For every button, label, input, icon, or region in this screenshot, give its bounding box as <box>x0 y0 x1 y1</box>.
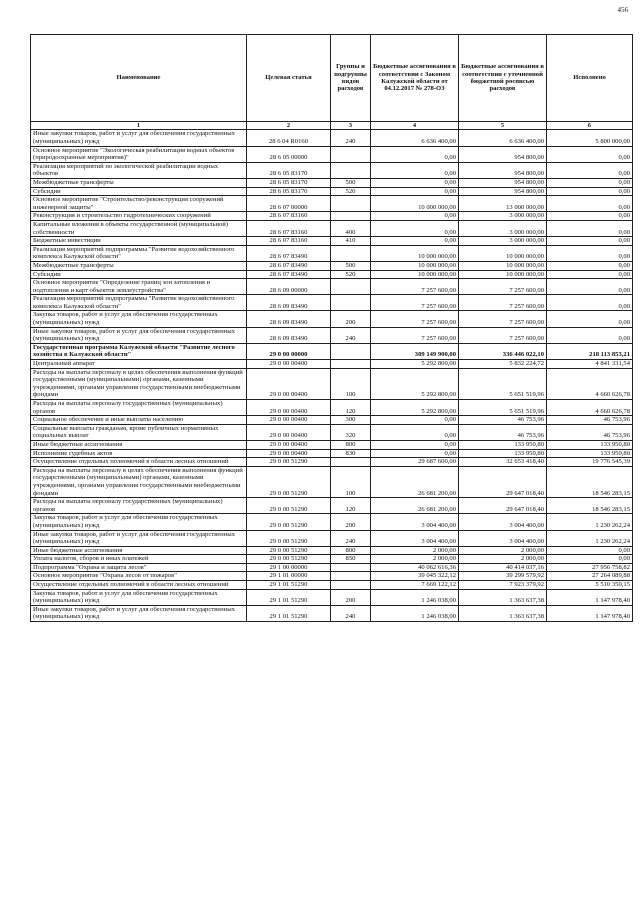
cell-refined: 3 000 000,00 <box>459 220 547 236</box>
cell-group <box>331 245 371 261</box>
cell-law: 10 000 000,00 <box>371 245 459 261</box>
cell-law: 7 257 600,00 <box>371 279 459 295</box>
cell-target: 28 6 05 83170 <box>247 178 331 187</box>
cell-law: 7 257 600,00 <box>371 327 459 343</box>
cell-name: Иные закупки товаров, работ и услуг для обеспечения государственных (муниципальных) нужд <box>31 130 247 146</box>
table-row <box>31 130 633 146</box>
cell-executed: 0,00 <box>547 555 633 564</box>
table-row <box>31 196 633 212</box>
cell-executed: 0,00 <box>547 279 633 295</box>
cell-group: 240 <box>331 130 371 146</box>
table-row <box>31 162 633 178</box>
cell-group: 100 <box>331 466 371 497</box>
cell-target: 29 0 00 00000 <box>247 343 331 359</box>
table-row <box>31 572 633 581</box>
cell-refined: 954 800,00 <box>459 178 547 187</box>
cell-name: Осуществление отдельных полномочий в области лесных отношений <box>31 581 247 590</box>
cell-law: 10 000 000,00 <box>371 196 459 212</box>
cell-name: Иные закупки товаров, работ и услуг для обеспечения государственных (муниципальных) нужд <box>31 327 247 343</box>
cell-group: 120 <box>331 498 371 514</box>
cell-name: Основное мероприятие "Определение границ зон затопления и подтопления и карт объектов землеустройства" <box>31 279 247 295</box>
cell-refined: 7 923 379,92 <box>459 581 547 590</box>
cell-law: 1 246 038,00 <box>371 605 459 621</box>
column-number: 3 <box>331 122 371 130</box>
cell-executed: 4 841 331,54 <box>547 360 633 369</box>
cell-executed: 0,00 <box>547 187 633 196</box>
cell-refined: 7 257 600,00 <box>459 279 547 295</box>
cell-target: 28 6 09 83490 <box>247 327 331 343</box>
cell-law: 2 000,00 <box>371 555 459 564</box>
column-number-row <box>31 122 633 130</box>
cell-law: 10 000 000,00 <box>371 270 459 279</box>
cell-group: 410 <box>331 237 371 246</box>
cell-law: 0,00 <box>371 212 459 221</box>
table-row <box>31 343 633 359</box>
cell-name: Социальные выплаты гражданам, кроме публичных нормативных социальных выплат <box>31 424 247 440</box>
cell-law: 0,00 <box>371 237 459 246</box>
table-row <box>31 360 633 369</box>
cell-refined: 7 257 600,00 <box>459 295 547 311</box>
cell-name: Основное мероприятие "Строительство/реконструкция сооружений инженерной защиты" <box>31 196 247 212</box>
cell-refined: 46 753,96 <box>459 424 547 440</box>
table-row <box>31 178 633 187</box>
cell-target: 28 6 07 83160 <box>247 220 331 236</box>
table-row <box>31 589 633 605</box>
cell-target: 28 6 07 83490 <box>247 245 331 261</box>
cell-name: Закупка товаров, работ и услуг для обеспечения государственных (муниципальных) нужд <box>31 514 247 530</box>
cell-group: 520 <box>331 270 371 279</box>
cell-law: 29 687 600,00 <box>371 458 459 467</box>
page-number: 456 <box>617 6 628 14</box>
cell-executed: 18 546 283,15 <box>547 466 633 497</box>
cell-target: 29 0 00 00400 <box>247 368 331 399</box>
cell-refined: 3 000 000,00 <box>459 237 547 246</box>
cell-target: 28 6 07 83490 <box>247 270 331 279</box>
cell-target: 28 6 05 83170 <box>247 162 331 178</box>
cell-refined: 5 651 519,96 <box>459 368 547 399</box>
cell-group <box>331 572 371 581</box>
table-row <box>31 458 633 467</box>
cell-executed: 0,00 <box>547 212 633 221</box>
header-row <box>31 35 633 122</box>
cell-refined: 336 446 022,10 <box>459 343 547 359</box>
cell-name: Межбюджетные трансферты <box>31 178 247 187</box>
table-row <box>31 212 633 221</box>
table-row <box>31 449 633 458</box>
cell-group <box>331 162 371 178</box>
cell-group: 100 <box>331 368 371 399</box>
table-row <box>31 498 633 514</box>
cell-target: 28 6 05 00000 <box>247 146 331 162</box>
column-number: 1 <box>31 122 247 130</box>
cell-law: 0,00 <box>371 424 459 440</box>
cell-target: 29 0 00 51290 <box>247 466 331 497</box>
cell-name: Основное мероприятие "Охрана лесов от пожаров" <box>31 572 247 581</box>
cell-law: 3 004 400,00 <box>371 530 459 546</box>
cell-law: 5 292 800,00 <box>371 400 459 416</box>
cell-executed: 1 147 978,40 <box>547 605 633 621</box>
cell-target: 29 0 00 00400 <box>247 360 331 369</box>
table-row <box>31 546 633 555</box>
table-row <box>31 220 633 236</box>
table-row <box>31 555 633 564</box>
cell-group <box>331 295 371 311</box>
cell-refined: 40 414 037,16 <box>459 563 547 572</box>
header-name: Наименование <box>31 35 247 122</box>
cell-executed: 0,00 <box>547 237 633 246</box>
cell-law: 0,00 <box>371 416 459 425</box>
cell-refined: 1 363 637,38 <box>459 605 547 621</box>
cell-refined: 954 800,00 <box>459 162 547 178</box>
cell-refined: 5 832 224,72 <box>459 360 547 369</box>
cell-refined: 2 000,00 <box>459 546 547 555</box>
cell-law: 0,00 <box>371 178 459 187</box>
header-refined: Бюджетные ассигнования в соответствии с уточненной бюджетной росписью расходов <box>459 35 547 122</box>
header-law: Бюджетные ассигнования в соответствии с Законом Калужской области от 04.12.2017 № 278-ОЗ <box>371 35 459 122</box>
table-row <box>31 416 633 425</box>
cell-name: Иные бюджетные ассигнования <box>31 440 247 449</box>
cell-target: 29 1 01 51290 <box>247 581 331 590</box>
cell-name: Расходы на выплаты персоналу государственных (муниципальных) органов <box>31 400 247 416</box>
cell-executed: 4 660 626,78 <box>547 400 633 416</box>
cell-refined: 29 647 018,40 <box>459 466 547 497</box>
cell-law: 26 681 200,00 <box>371 498 459 514</box>
cell-name: Реализация мероприятий подпрограммы "Развитие водохозяйственного комплекса Калужской области" <box>31 245 247 261</box>
cell-name: Расходы на выплаты персоналу в целях обеспечения выполнения функций государственными (муниципальными) органами, казенными учреждениями, органами управления государственными внебюджетными фондами <box>31 368 247 399</box>
cell-law: 0,00 <box>371 187 459 196</box>
cell-group <box>331 146 371 162</box>
cell-name: Капитальные вложения в объекты государственной (муниципальной) собственности <box>31 220 247 236</box>
cell-refined: 46 753,96 <box>459 416 547 425</box>
cell-target: 29 0 00 51290 <box>247 514 331 530</box>
cell-refined: 10 000 000,00 <box>459 245 547 261</box>
cell-group: 240 <box>331 605 371 621</box>
table-row <box>31 245 633 261</box>
cell-group: 800 <box>331 440 371 449</box>
cell-executed: 4 660 626,78 <box>547 368 633 399</box>
cell-group: 400 <box>331 220 371 236</box>
cell-executed: 18 546 283,15 <box>547 498 633 514</box>
cell-target: 28 6 07 83160 <box>247 237 331 246</box>
table-row <box>31 440 633 449</box>
cell-target: 29 0 00 51290 <box>247 458 331 467</box>
cell-group: 300 <box>331 416 371 425</box>
cell-name: Реализация мероприятий подпрограммы "Развитие водохозяйственного комплекса Калужской области" <box>31 295 247 311</box>
table-row <box>31 466 633 497</box>
cell-group: 800 <box>331 546 371 555</box>
cell-target: 29 0 00 00400 <box>247 400 331 416</box>
cell-law: 1 246 038,00 <box>371 589 459 605</box>
cell-executed: 46 753,96 <box>547 424 633 440</box>
cell-law: 0,00 <box>371 220 459 236</box>
cell-group: 120 <box>331 400 371 416</box>
cell-law: 309 149 900,00 <box>371 343 459 359</box>
cell-executed: 0,00 <box>547 162 633 178</box>
cell-executed: 5 800 000,00 <box>547 130 633 146</box>
table-row <box>31 270 633 279</box>
cell-name: Иные бюджетные ассигнования <box>31 546 247 555</box>
cell-name: Подпрограмма "Охрана и защита лесов" <box>31 563 247 572</box>
cell-name: Реализация мероприятий по экологической реабилитации водных объектов <box>31 162 247 178</box>
cell-name: Расходы на выплаты персоналу в целях обеспечения выполнения функций государственными (муниципальными) органами, казенными учреждениями, органами управления государственными внебюджетными фондами <box>31 466 247 497</box>
cell-group <box>331 563 371 572</box>
table-row <box>31 424 633 440</box>
table-row <box>31 261 633 270</box>
cell-law: 7 257 600,00 <box>371 295 459 311</box>
cell-group <box>331 581 371 590</box>
cell-law: 0,00 <box>371 449 459 458</box>
table-row <box>31 146 633 162</box>
cell-refined: 133 950,80 <box>459 449 547 458</box>
cell-group <box>331 279 371 295</box>
table-row <box>31 295 633 311</box>
cell-target: 29 0 00 51290 <box>247 546 331 555</box>
table-row <box>31 581 633 590</box>
table-row <box>31 311 633 327</box>
cell-group: 200 <box>331 311 371 327</box>
cell-name: Расходы на выплаты персоналу государственных (муниципальных) органов <box>31 498 247 514</box>
cell-group: 240 <box>331 530 371 546</box>
cell-group: 320 <box>331 424 371 440</box>
cell-law: 7 257 600,00 <box>371 311 459 327</box>
cell-executed: 0,00 <box>547 146 633 162</box>
cell-target: 28 6 09 00000 <box>247 279 331 295</box>
cell-group <box>331 212 371 221</box>
cell-target: 28 6 09 83490 <box>247 311 331 327</box>
column-number: 2 <box>247 122 331 130</box>
cell-executed: 0,00 <box>547 261 633 270</box>
cell-refined: 7 257 600,00 <box>459 311 547 327</box>
table-body <box>31 130 633 622</box>
cell-law: 3 004 400,00 <box>371 514 459 530</box>
cell-group <box>331 458 371 467</box>
cell-name: Закупка товаров, работ и услуг для обеспечения государственных (муниципальных) нужд <box>31 311 247 327</box>
cell-executed: 27 264 089,88 <box>547 572 633 581</box>
cell-executed: 0,00 <box>547 196 633 212</box>
cell-name: Иные закупки товаров, работ и услуг для обеспечения государственных (муниципальных) нужд <box>31 530 247 546</box>
table-row <box>31 605 633 621</box>
cell-target: 28 6 05 83170 <box>247 187 331 196</box>
cell-law: 26 681 200,00 <box>371 466 459 497</box>
table-row <box>31 279 633 295</box>
cell-target: 28 6 07 00000 <box>247 196 331 212</box>
cell-name: Исполнение судебных актов <box>31 449 247 458</box>
cell-target: 29 0 00 00400 <box>247 440 331 449</box>
cell-law: 0,00 <box>371 440 459 449</box>
cell-name: Центральный аппарат <box>31 360 247 369</box>
header-target: Целевая статья <box>247 35 331 122</box>
column-number: 4 <box>371 122 459 130</box>
cell-refined: 133 950,80 <box>459 440 547 449</box>
header-group: Группы и подгруппы видов расходов <box>331 35 371 122</box>
cell-refined: 1 363 637,38 <box>459 589 547 605</box>
cell-refined: 29 647 018,40 <box>459 498 547 514</box>
cell-refined: 6 636 400,00 <box>459 130 547 146</box>
cell-target: 29 0 00 51290 <box>247 530 331 546</box>
cell-executed: 5 510 350,15 <box>547 581 633 590</box>
cell-law: 0,00 <box>371 162 459 178</box>
cell-name: Закупка товаров, работ и услуг для обеспечения государственных (муниципальных) нужд <box>31 589 247 605</box>
cell-executed: 0,00 <box>547 245 633 261</box>
cell-name: Иные закупки товаров, работ и услуг для обеспечения государственных (муниципальных) нужд <box>31 605 247 621</box>
cell-refined: 32 653 418,40 <box>459 458 547 467</box>
cell-target: 28 6 04 R0160 <box>247 130 331 146</box>
cell-refined: 10 000 000,00 <box>459 261 547 270</box>
table-row <box>31 563 633 572</box>
table-row <box>31 400 633 416</box>
cell-executed: 133 950,80 <box>547 449 633 458</box>
cell-refined: 3 004 400,00 <box>459 530 547 546</box>
cell-executed: 46 753,96 <box>547 416 633 425</box>
cell-executed: 0,00 <box>547 327 633 343</box>
cell-law: 6 636 400,00 <box>371 130 459 146</box>
cell-name: Уплата налогов, сборов и иных платежей <box>31 555 247 564</box>
cell-executed: 0,00 <box>547 178 633 187</box>
table-row <box>31 530 633 546</box>
cell-name: Осуществление отдельных полномочий в области лесных отношений <box>31 458 247 467</box>
cell-refined: 5 651 519,96 <box>459 400 547 416</box>
cell-refined: 3 004 400,00 <box>459 514 547 530</box>
cell-executed: 0,00 <box>547 295 633 311</box>
table-row <box>31 237 633 246</box>
header-executed: Исполнено <box>547 35 633 122</box>
cell-law: 10 000 000,00 <box>371 261 459 270</box>
table-row <box>31 368 633 399</box>
cell-target: 28 6 09 83490 <box>247 295 331 311</box>
cell-executed: 0,00 <box>547 546 633 555</box>
cell-group <box>331 343 371 359</box>
cell-refined: 10 000 000,00 <box>459 270 547 279</box>
cell-refined: 954 800,00 <box>459 146 547 162</box>
cell-executed: 218 113 853,21 <box>547 343 633 359</box>
cell-law: 40 062 616,36 <box>371 563 459 572</box>
cell-name: Основное мероприятие "Экологическая реабилитация водных объектов (природоохранные мероприятия)" <box>31 146 247 162</box>
cell-group: 520 <box>331 187 371 196</box>
cell-law: 7 669 122,12 <box>371 581 459 590</box>
cell-target: 28 6 07 83160 <box>247 212 331 221</box>
cell-refined: 954 800,00 <box>459 187 547 196</box>
cell-target: 29 1 01 51290 <box>247 605 331 621</box>
cell-target: 29 0 00 00400 <box>247 416 331 425</box>
cell-target: 29 0 00 00400 <box>247 449 331 458</box>
column-number: 5 <box>459 122 547 130</box>
cell-group: 500 <box>331 261 371 270</box>
cell-name: Субсидии <box>31 187 247 196</box>
cell-executed: 1 147 978,40 <box>547 589 633 605</box>
cell-target: 29 0 00 51290 <box>247 555 331 564</box>
cell-group <box>331 196 371 212</box>
cell-refined: 2 000,00 <box>459 555 547 564</box>
cell-refined: 7 257 600,00 <box>459 327 547 343</box>
cell-target: 29 0 00 00400 <box>247 424 331 440</box>
cell-law: 5 292 800,00 <box>371 360 459 369</box>
cell-group: 240 <box>331 327 371 343</box>
cell-name: Бюджетные инвестиции <box>31 237 247 246</box>
cell-name: Государственная программа Калужской области "Развитие лесного хозяйства в Калужской области" <box>31 343 247 359</box>
cell-group: 830 <box>331 449 371 458</box>
cell-group: 200 <box>331 514 371 530</box>
cell-name: Субсидии <box>31 270 247 279</box>
cell-law: 2 000,00 <box>371 546 459 555</box>
cell-executed: 27 956 758,82 <box>547 563 633 572</box>
cell-target: 29 1 00 00000 <box>247 563 331 572</box>
table-row <box>31 514 633 530</box>
cell-name: Реконструкция и строительство гидротехнических сооружений <box>31 212 247 221</box>
cell-group: 200 <box>331 589 371 605</box>
cell-name: Межбюджетные трансферты <box>31 261 247 270</box>
cell-law: 5 292 800,00 <box>371 368 459 399</box>
cell-target: 28 6 07 83490 <box>247 261 331 270</box>
cell-executed: 1 230 262,24 <box>547 530 633 546</box>
cell-refined: 39 299 579,92 <box>459 572 547 581</box>
cell-executed: 133 950,80 <box>547 440 633 449</box>
cell-refined: 3 000 000,00 <box>459 212 547 221</box>
cell-group <box>331 360 371 369</box>
budget-table <box>30 34 633 622</box>
cell-group: 500 <box>331 178 371 187</box>
cell-executed: 0,00 <box>547 311 633 327</box>
table-row <box>31 327 633 343</box>
cell-target: 29 1 01 51290 <box>247 589 331 605</box>
cell-executed: 19 776 545,39 <box>547 458 633 467</box>
cell-name: Социальное обеспечение и иные выплаты населению <box>31 416 247 425</box>
table-row <box>31 187 633 196</box>
column-number: 6 <box>547 122 633 130</box>
cell-executed: 0,00 <box>547 270 633 279</box>
cell-group: 850 <box>331 555 371 564</box>
cell-refined: 13 000 000,00 <box>459 196 547 212</box>
cell-target: 29 1 01 00000 <box>247 572 331 581</box>
cell-executed: 1 230 262,24 <box>547 514 633 530</box>
cell-law: 39 045 322,12 <box>371 572 459 581</box>
cell-law: 0,00 <box>371 146 459 162</box>
cell-target: 29 0 00 51290 <box>247 498 331 514</box>
cell-executed: 0,00 <box>547 220 633 236</box>
